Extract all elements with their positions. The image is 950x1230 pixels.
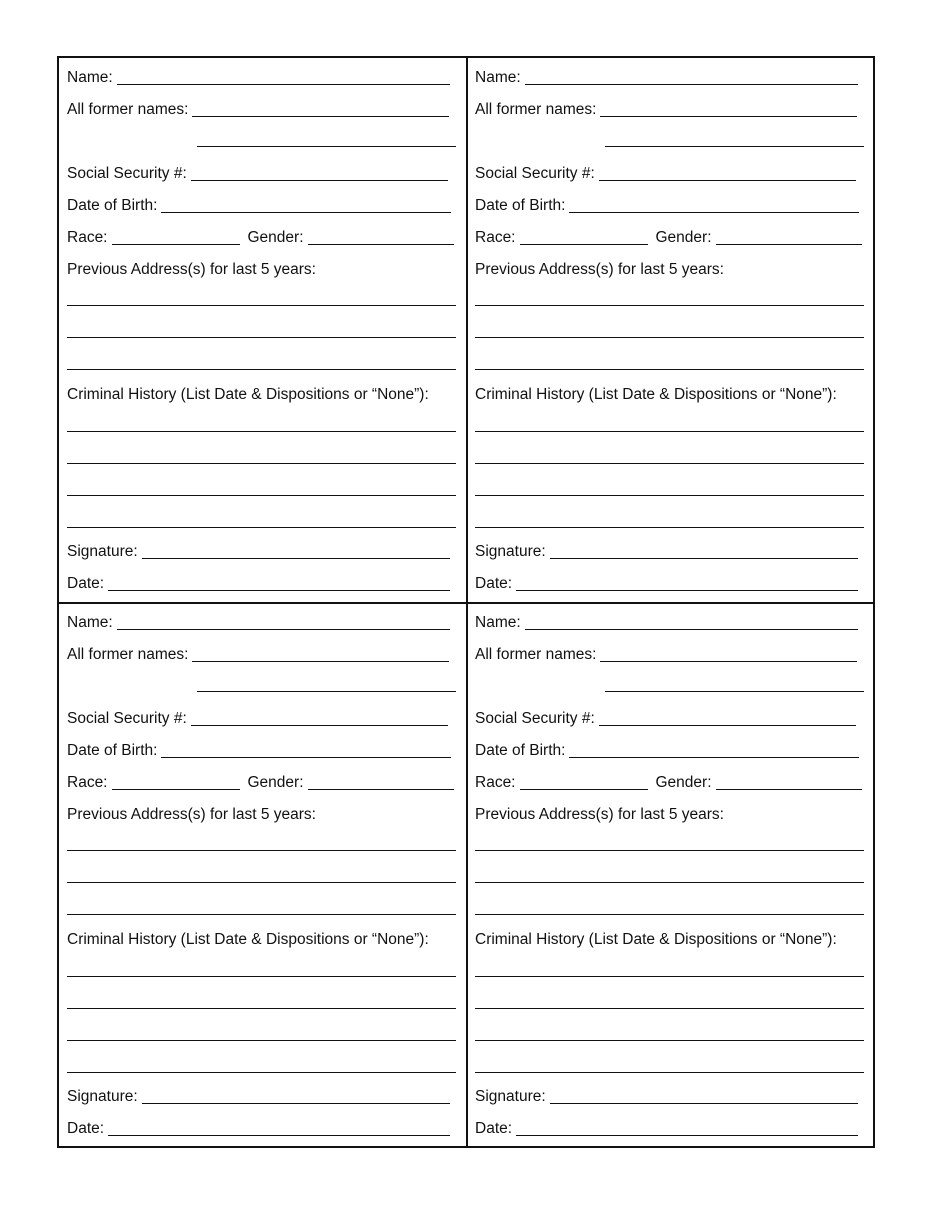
- gender-field[interactable]: [308, 774, 454, 790]
- address-line-3[interactable]: [67, 914, 456, 915]
- criminal-history-label: Criminal History (List Date & Dispositions or “None”):: [475, 931, 837, 948]
- criminal-history-row: [475, 385, 865, 405]
- address-line-2[interactable]: [475, 337, 864, 338]
- address-line-3[interactable]: [67, 369, 456, 370]
- date-label: Date:: [475, 575, 513, 592]
- address-line-2[interactable]: [67, 337, 456, 338]
- former-names-field-continued[interactable]: [605, 146, 864, 147]
- ssn-row: [67, 709, 457, 729]
- dob-row: [67, 741, 457, 761]
- name-label: Name:: [475, 614, 521, 631]
- criminal-history-line-2[interactable]: [67, 1008, 456, 1009]
- dob-row: [67, 196, 457, 216]
- form-sheet: [57, 56, 875, 1148]
- date-field[interactable]: [108, 575, 450, 591]
- signature-row: [67, 542, 457, 562]
- name-field[interactable]: [117, 69, 450, 85]
- former-names-row: [67, 100, 457, 120]
- criminal-history-line-2[interactable]: [475, 1008, 864, 1009]
- address-label: Previous Address(s) for last 5 years:: [475, 261, 724, 278]
- former-names-label: All former names:: [67, 101, 189, 118]
- criminal-history-line-4[interactable]: [475, 1072, 864, 1073]
- name-field[interactable]: [117, 614, 450, 630]
- ssn-row: [67, 164, 457, 184]
- dob-row: [475, 741, 865, 761]
- ssn-field[interactable]: [191, 165, 448, 181]
- ssn-field[interactable]: [599, 710, 856, 726]
- former-names-row: [475, 645, 865, 665]
- dob-label: Date of Birth:: [475, 197, 566, 214]
- address-label: Previous Address(s) for last 5 years:: [67, 806, 316, 823]
- race-label: Race:: [67, 774, 108, 791]
- criminal-history-line-3[interactable]: [67, 495, 456, 496]
- criminal-history-line-2[interactable]: [67, 463, 456, 464]
- former-names-field[interactable]: [600, 101, 857, 117]
- signature-row: [475, 1087, 865, 1107]
- name-field[interactable]: [525, 69, 858, 85]
- address-line-1[interactable]: [67, 305, 456, 306]
- ssn-field[interactable]: [191, 710, 448, 726]
- former-names-field-continued[interactable]: [197, 146, 456, 147]
- former-names-field[interactable]: [600, 646, 857, 662]
- address-line-2[interactable]: [475, 882, 864, 883]
- former-names-field[interactable]: [192, 101, 449, 117]
- race-gender-row: [475, 773, 865, 793]
- race-label: Race:: [67, 229, 108, 246]
- date-field[interactable]: [108, 1120, 450, 1136]
- dob-field[interactable]: [569, 197, 859, 213]
- signature-row: [475, 542, 865, 562]
- address-line-3[interactable]: [475, 914, 864, 915]
- dob-row: [475, 196, 865, 216]
- gender-field[interactable]: [716, 774, 862, 790]
- dob-field[interactable]: [161, 197, 451, 213]
- date-label: Date:: [475, 1120, 513, 1137]
- gender-label: Gender:: [247, 774, 304, 791]
- address-line-1[interactable]: [475, 850, 864, 851]
- name-label: Name:: [475, 69, 521, 86]
- name-row: [475, 613, 865, 633]
- criminal-history-line-3[interactable]: [475, 1040, 864, 1041]
- ssn-row: [475, 709, 865, 729]
- former-names-label: All former names:: [475, 646, 597, 663]
- address-line-3[interactable]: [475, 369, 864, 370]
- dob-label: Date of Birth:: [475, 742, 566, 759]
- signature-label: Signature:: [475, 1088, 546, 1105]
- ssn-label: Social Security #:: [475, 710, 595, 727]
- ssn-label: Social Security #:: [67, 710, 187, 727]
- name-field[interactable]: [525, 614, 858, 630]
- dob-label: Date of Birth:: [67, 742, 158, 759]
- signature-label: Signature:: [475, 543, 546, 560]
- criminal-history-line-1[interactable]: [67, 976, 456, 977]
- address-row: [475, 805, 865, 825]
- criminal-history-line-2[interactable]: [475, 463, 864, 464]
- name-label: Name:: [67, 614, 113, 631]
- dob-field[interactable]: [569, 742, 859, 758]
- former-names-field-continued[interactable]: [197, 691, 456, 692]
- criminal-history-line-1[interactable]: [475, 431, 864, 432]
- criminal-history-label: Criminal History (List Date & Dispositions or “None”):: [67, 386, 429, 403]
- former-names-label: All former names:: [67, 646, 189, 663]
- criminal-history-line-3[interactable]: [475, 495, 864, 496]
- race-gender-row: [67, 773, 457, 793]
- criminal-history-label: Criminal History (List Date & Dispositions or “None”):: [67, 931, 429, 948]
- date-label: Date:: [67, 575, 105, 592]
- ssn-field[interactable]: [599, 165, 856, 181]
- signature-field[interactable]: [550, 1088, 858, 1104]
- address-label: Previous Address(s) for last 5 years:: [67, 261, 316, 278]
- former-names-label: All former names:: [475, 101, 597, 118]
- race-field[interactable]: [112, 774, 240, 790]
- criminal-history-row: [475, 930, 865, 950]
- date-field[interactable]: [516, 575, 858, 591]
- criminal-history-row: [67, 385, 457, 405]
- former-names-field-continued[interactable]: [605, 691, 864, 692]
- address-label: Previous Address(s) for last 5 years:: [475, 806, 724, 823]
- signature-label: Signature:: [67, 543, 138, 560]
- criminal-history-line-4[interactable]: [67, 527, 456, 528]
- dob-label: Date of Birth:: [67, 197, 158, 214]
- signature-field[interactable]: [142, 543, 450, 559]
- signature-row: [67, 1087, 457, 1107]
- horizontal-divider: [59, 602, 873, 604]
- criminal-history-line-4[interactable]: [475, 527, 864, 528]
- gender-field[interactable]: [716, 229, 862, 245]
- gender-field[interactable]: [308, 229, 454, 245]
- former-names-row: [67, 645, 457, 665]
- criminal-history-label: Criminal History (List Date & Dispositions or “None”):: [475, 386, 837, 403]
- address-row: [67, 260, 457, 280]
- race-label: Race:: [475, 229, 516, 246]
- date-row: [475, 574, 865, 594]
- signature-field[interactable]: [550, 543, 858, 559]
- gender-label: Gender:: [247, 229, 304, 246]
- name-row: [67, 68, 457, 88]
- criminal-history-line-1[interactable]: [67, 431, 456, 432]
- date-row: [67, 574, 457, 594]
- address-line-1[interactable]: [67, 850, 456, 851]
- address-row: [67, 805, 457, 825]
- address-row: [475, 260, 865, 280]
- former-names-field[interactable]: [192, 646, 449, 662]
- race-label: Race:: [475, 774, 516, 791]
- criminal-history-line-4[interactable]: [67, 1072, 456, 1073]
- race-field[interactable]: [520, 229, 648, 245]
- date-label: Date:: [67, 1120, 105, 1137]
- date-field[interactable]: [516, 1120, 858, 1136]
- name-row: [475, 68, 865, 88]
- address-line-1[interactable]: [475, 305, 864, 306]
- name-label: Name:: [67, 69, 113, 86]
- race-field[interactable]: [520, 774, 648, 790]
- date-row: [67, 1119, 457, 1139]
- criminal-history-row: [67, 930, 457, 950]
- address-line-2[interactable]: [67, 882, 456, 883]
- signature-field[interactable]: [142, 1088, 450, 1104]
- race-field[interactable]: [112, 229, 240, 245]
- former-names-row: [475, 100, 865, 120]
- race-gender-row: [67, 228, 457, 248]
- gender-label: Gender:: [655, 229, 712, 246]
- criminal-history-line-3[interactable]: [67, 1040, 456, 1041]
- ssn-label: Social Security #:: [475, 165, 595, 182]
- race-gender-row: [475, 228, 865, 248]
- criminal-history-line-1[interactable]: [475, 976, 864, 977]
- gender-label: Gender:: [655, 774, 712, 791]
- ssn-label: Social Security #:: [67, 165, 187, 182]
- name-row: [67, 613, 457, 633]
- signature-label: Signature:: [67, 1088, 138, 1105]
- dob-field[interactable]: [161, 742, 451, 758]
- ssn-row: [475, 164, 865, 184]
- date-row: [475, 1119, 865, 1139]
